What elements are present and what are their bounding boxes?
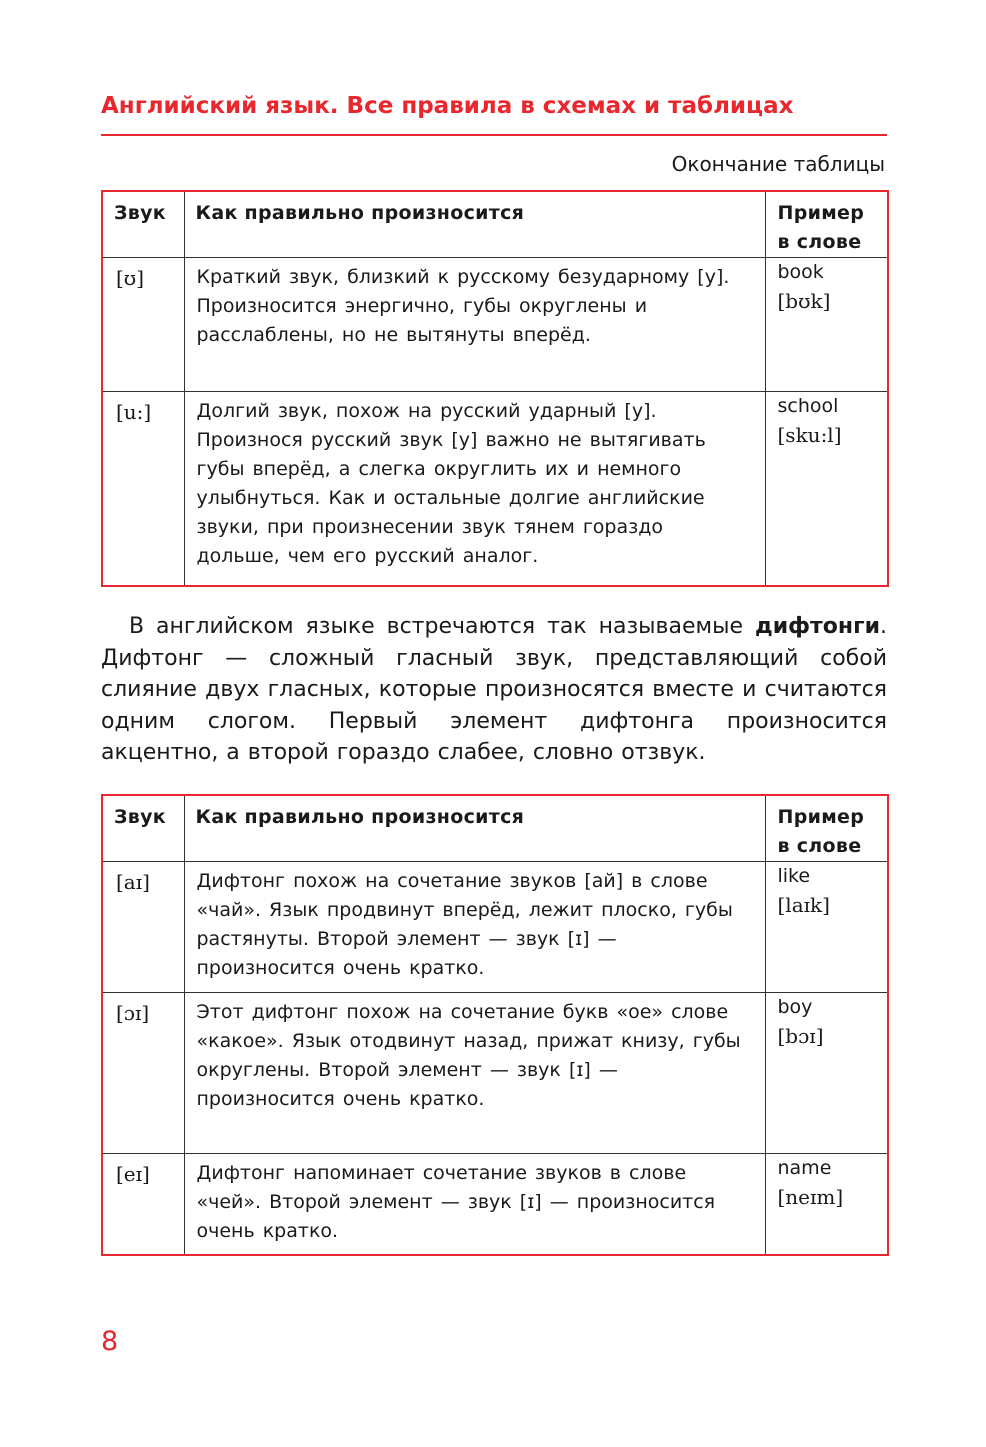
example-word: like [777, 865, 811, 887]
sound-symbol: [eɪ] [116, 1162, 150, 1186]
pronunciation-description: Этот дифтонг похож на сочетание букв «ое» слове «какое». Язык отодвинут назад, прижат книзу, губы округлены. Второй элемент — звук [ɪ] — произносится очень кратко. [196, 1001, 741, 1110]
example-transcription: [neɪm] [777, 1185, 844, 1209]
table-row [102, 258, 888, 392]
pronunciation-description: Краткий звук, близкий к русскому безударному [у]. Произносится энергично, губы округлены и расслаблены, но не вытянуты вперёд. [196, 266, 730, 346]
sound-symbol: [u:] [116, 400, 152, 424]
table-row [102, 1154, 888, 1256]
table-row [102, 862, 888, 993]
paragraph-text-start: В английском языке встречаются так называемые [129, 614, 755, 639]
table-row [102, 392, 888, 586]
example-transcription: [bɔɪ] [777, 1024, 824, 1048]
example-word: name [777, 1157, 832, 1179]
example-transcription: [laɪk] [777, 893, 830, 917]
running-header-title: Английский язык. Все правила в схемах и таблицах [101, 93, 794, 119]
column-header-how: Как правильно произносится [195, 202, 525, 224]
diphthongs-intro-paragraph [101, 611, 887, 769]
table-row [102, 993, 888, 1154]
header-divider [101, 134, 887, 136]
phonetics-table-diphthongs [101, 794, 889, 1256]
pronunciation-description: Дифтонг похож на сочетание звуков [ай] в слове «чай». Язык продвинут вперёд, лежит плоско, губы растянуты. Второй элемент — звук [ɪ] — произносится очень кратко. [196, 870, 733, 979]
page-number: 8 [101, 1326, 119, 1357]
table-continuation-caption: Окончание таблицы [671, 152, 885, 176]
table-header-row [102, 191, 888, 258]
column-header-sound: Звук [114, 202, 167, 224]
term-diphthongs: дифтонги [755, 614, 880, 639]
table-header-row [102, 795, 888, 862]
example-word: book [777, 261, 824, 283]
example-word: school [777, 395, 839, 417]
pronunciation-description: Дифтонг напоминает сочетание звуков в слове «чей». Второй элемент — звук [ɪ] — произносится очень кратко. [196, 1162, 716, 1242]
paragraph-text-rest: . Дифтонг — сложный гласный звук, представляющий собой слияние двух гласных, которые произносятся вместе и считаются одним слогом. Первый элемент дифтонга произносится акцентно, а второй гораздо слабее, словно отзвук. [101, 614, 887, 765]
example-word: boy [777, 996, 813, 1018]
column-header-how: Как правильно произносится [195, 806, 525, 828]
sound-symbol: [aɪ] [116, 870, 150, 894]
pronunciation-description: Долгий звук, похож на русский ударный [у]. Произнося русский звук [у] важно не вытягивать губы вперёд, а слегка округлить их и немного улыбнуться. Как и остальные долгие английские звуки, при произнесении звук тянем гораздо дольше, чем его русский аналог. [196, 400, 706, 567]
column-header-sound: Звук [114, 806, 167, 828]
column-header-example: Пример в слове [777, 806, 865, 857]
sound-symbol: [ɔɪ] [116, 1001, 150, 1025]
column-header-example: Пример в слове [777, 202, 865, 253]
sound-symbol: [ʊ] [116, 266, 145, 290]
example-transcription: [sku:l] [777, 423, 842, 447]
phonetics-table-vowels [101, 190, 889, 587]
example-transcription: [bʊk] [777, 289, 831, 313]
